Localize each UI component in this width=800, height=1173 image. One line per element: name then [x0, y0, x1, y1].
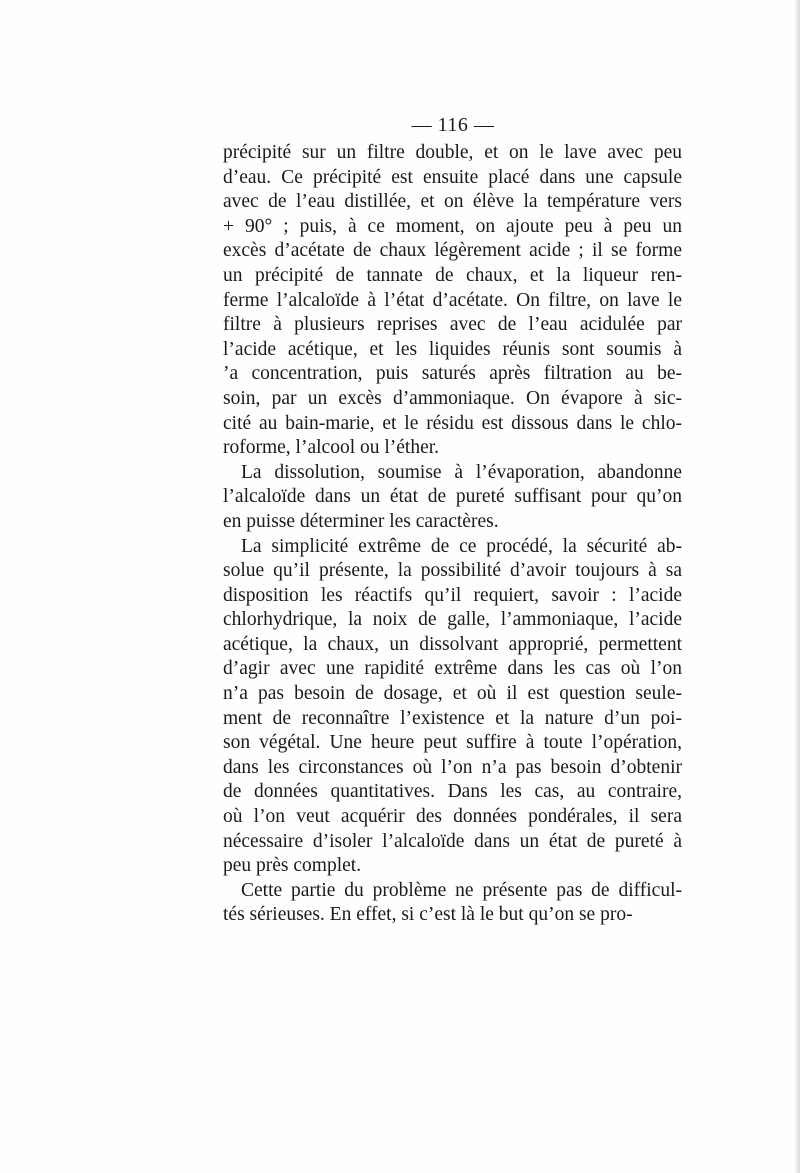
text-line: en puisse déterminer les caractères.: [223, 510, 499, 532]
text-line: excès d’acétate de chaux légèrement acide ; il se forme: [223, 240, 682, 262]
page-edge: [794, 0, 800, 1173]
text-line: + 90° ; puis, à ce moment, on ajoute peu à peu un: [223, 215, 682, 237]
text-line: cité au bain-marie, et le résidu est dissous dans le chlo-: [223, 412, 682, 434]
text-line: ’a concentration, puis saturés après filtration au be-: [223, 363, 682, 385]
text-line: nécessaire d’isoler l’alcaloïde dans un état de pureté à: [223, 830, 682, 852]
text-line: filtre à plusieurs reprises avec de l’eau acidulée par: [223, 314, 682, 336]
text-line: ment de reconnaître l’existence et la nature d’un poi-: [223, 707, 682, 729]
text-line: roforme, l’alcool ou l’éther.: [223, 437, 440, 459]
paragraph: [223, 141, 682, 461]
text-line: avec de l’eau distillée, et on élève la température vers: [223, 191, 682, 213]
body-text: [223, 141, 682, 928]
text-line: dans les circonstances où l’on n’a pas besoin d’obtenir: [223, 756, 682, 778]
text-line: Cette partie du problème ne présente pas de difficul-: [241, 879, 682, 901]
text-line: chlorhydrique, la noix de galle, l’ammoniaque, l’acide: [223, 609, 682, 631]
text-line: disposition les réactifs qu’il requiert, savoir : l’acide: [223, 584, 682, 606]
text-line: n’a pas besoin de dosage, et où il est question seule-: [223, 683, 682, 705]
text-line: un précipité de tannate de chaux, et la liqueur ren-: [223, 264, 682, 286]
text-line: où l’on veut acquérir des données pondérales, il sera: [223, 806, 682, 828]
text-line: La simplicité extrême de ce procédé, la sécurité ab-: [241, 535, 682, 557]
text-line: solue qu’il présente, la possibilité d’avoir toujours à sa: [223, 560, 682, 582]
text-line: précipité sur un filtre double, et on le lave avec peu: [223, 142, 682, 163]
text-line: acétique, la chaux, un dissolvant approprié, permettent: [223, 633, 682, 655]
page-number: — 116 —: [411, 114, 495, 136]
text-line: La dissolution, soumise à l’évaporation, abandonne: [241, 461, 682, 483]
text-line: l’acide acétique, et les liquides réunis sont soumis à: [223, 338, 682, 360]
text-line: ferme l’alcaloïde à l’état d’acétate. On filtre, on lave le: [223, 289, 682, 311]
text-line: d’eau. Ce précipité est ensuite placé dans une capsule: [223, 166, 682, 188]
text-line: de données quantitatives. Dans les cas, au contraire,: [223, 781, 682, 803]
text-line: tés sérieuses. En effet, si c’est là le but qu’on se pro-: [223, 904, 633, 926]
text-line: d’agir avec une rapidité extrême dans les cas où l’on: [223, 658, 682, 680]
paragraph: [223, 535, 682, 879]
text-line: peu près complet.: [223, 855, 362, 877]
paragraph: [223, 879, 682, 928]
text-line: son végétal. Une heure peut suffire à toute l’opération,: [223, 732, 682, 754]
text-line: l’alcaloïde dans un état de pureté suffisant pour qu’on: [223, 486, 682, 508]
paragraph: [223, 461, 682, 535]
text-line: soin, par un excès d’ammoniaque. On évapore à sic-: [223, 387, 682, 409]
